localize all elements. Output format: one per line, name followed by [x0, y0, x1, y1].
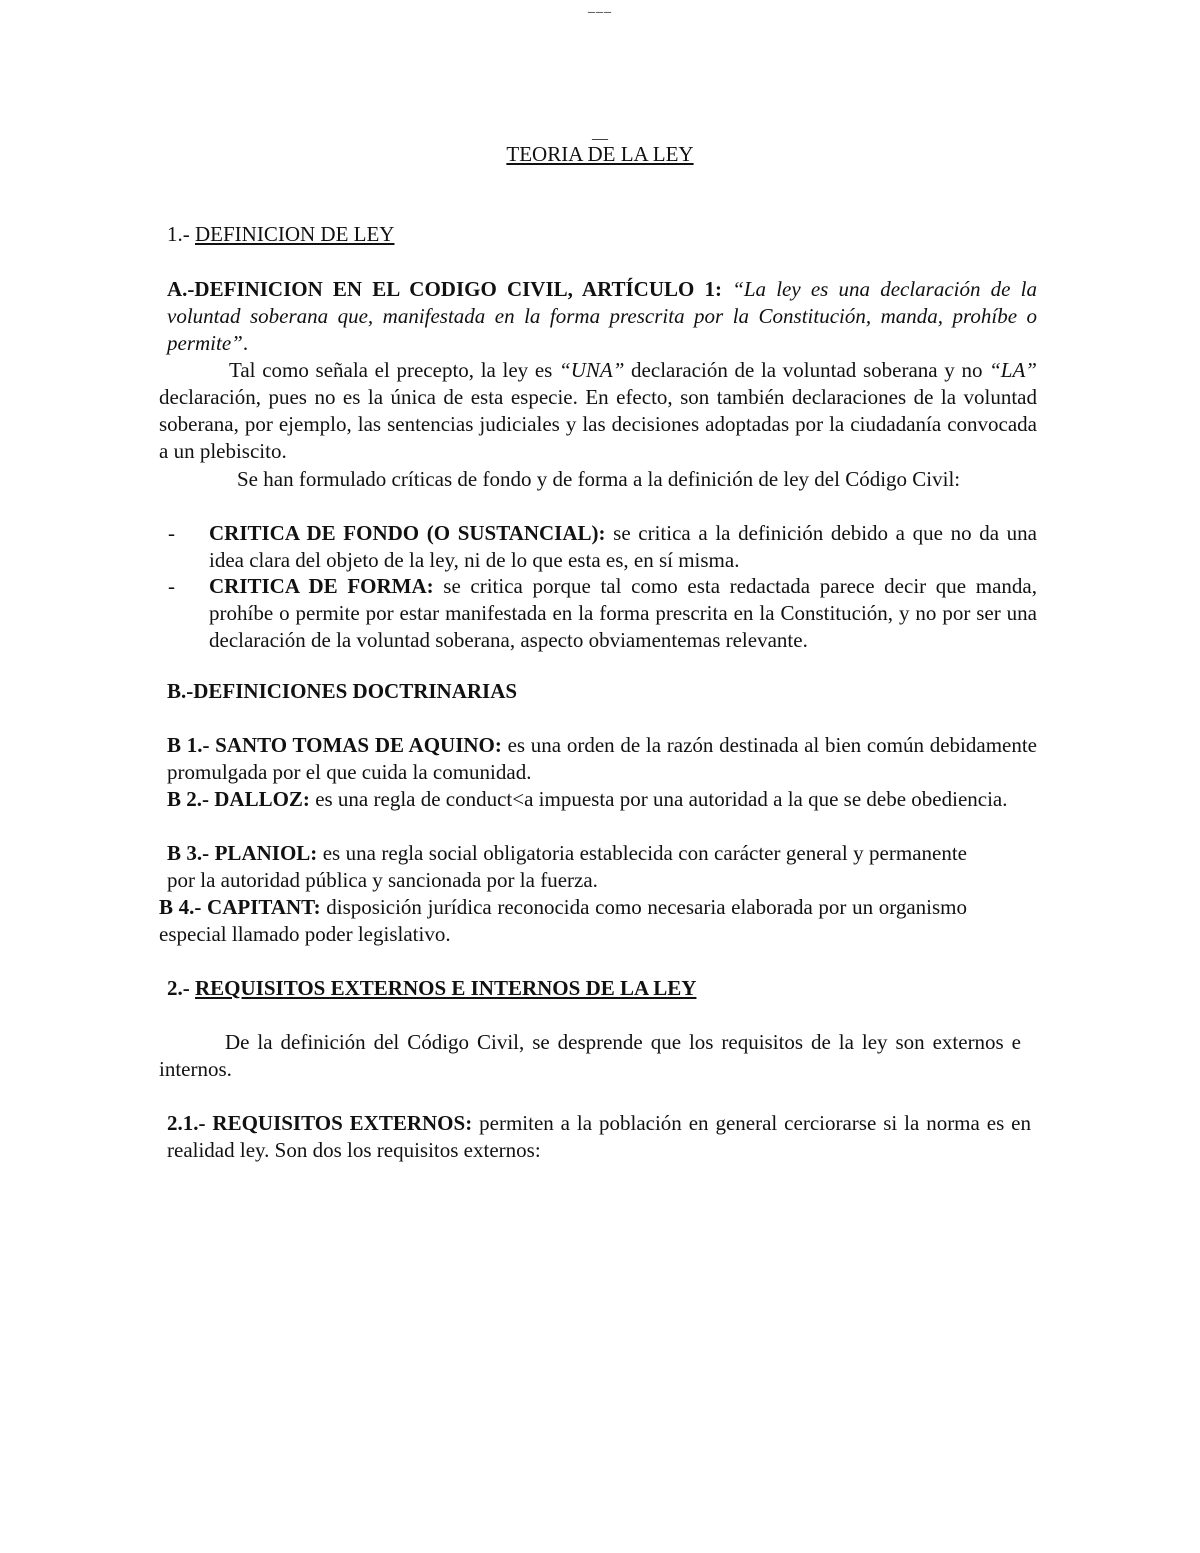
- bullet-marker-1: -: [168, 521, 175, 545]
- b1-text: es una orden de la razón destinada al bien común debidamente promulgada por el que cuida la comunidad.: [167, 733, 1037, 784]
- requisitos-externos: [167, 1110, 1031, 1164]
- paragraph-una-declaracion: [159, 357, 1037, 465]
- p1-text-b: declaración de la voluntad soberana y no: [624, 358, 990, 382]
- p1-la: “LA”: [989, 358, 1037, 382]
- paragraph-criticas: Se han formulado críticas de fondo y de forma a la definición de ley del Código Civil:: [237, 467, 961, 491]
- b1-label: B 1.- SANTO TOMAS DE AQUINO:: [167, 733, 508, 757]
- definition-b4: [159, 894, 967, 948]
- definition-b1: [167, 732, 1037, 786]
- paragraph-requisitos: De la definición del Código Civil, se desprende que los requisitos de la ley son externos e internos.: [159, 1030, 1021, 1081]
- p1-text-a: Tal como señala el precepto, la ley es: [229, 358, 560, 382]
- top-page-mark: ___: [588, 0, 612, 15]
- section-2-number: 2.-: [167, 976, 195, 1000]
- critica-forma-label: CRITICA DE FORMA:: [209, 574, 444, 598]
- b2-text: es una regla de conduct<a impuesta por una autoridad a la que se debe obediencia.: [315, 787, 1008, 811]
- b3-text: es una regla social obligatoria establecida con carácter general y permanente por la autoridad pública y sancionada por la fuerza.: [167, 841, 967, 892]
- title-mark: __: [592, 125, 608, 142]
- definition-b2: [167, 786, 1047, 813]
- s21-label: 2.1.- REQUISITOS EXTERNOS:: [167, 1111, 480, 1135]
- critica-forma-text: se critica porque tal como esta redactada parece decir que manda, prohíbe o permite por estar manifestada en la forma prescrita en la Constitución, y no por ser una declaración de la voluntad soberana, aspecto obviamentemas relevante.: [209, 574, 1037, 652]
- section-1-heading: [167, 221, 394, 248]
- b4-label: B 4.- CAPITANT:: [159, 895, 327, 919]
- critica-forma: [209, 573, 1037, 654]
- definition-b3: [167, 840, 967, 894]
- section-2-title: REQUISITOS EXTERNOS E INTERNOS DE LA LEY: [195, 976, 697, 1000]
- definition-a-label: A.-DEFINICION EN EL CODIGO CIVIL, ARTÍCULO 1:: [167, 277, 733, 301]
- b4-text: disposición jurídica reconocida como necesaria elaborada por un organismo especial llamado poder legislativo.: [159, 895, 967, 946]
- bullet-marker-2: -: [168, 574, 175, 598]
- section-1-number: 1.-: [167, 222, 195, 246]
- critica-fondo: [209, 520, 1037, 574]
- definition-civil-code: [167, 276, 1037, 357]
- p1-text-c: declaración, pues no es la única de esta especie. En efecto, son también declaraciones de la voluntad soberana, por ejemplo, las sentencias judiciales y las decisiones adoptadas por la ciudadanía convocada a un plebiscito.: [159, 385, 1037, 463]
- section-2-heading: [167, 975, 696, 1002]
- section-1-title: DEFINICION DE LEY: [195, 222, 395, 246]
- critica-fondo-label: CRITICA DE FONDO (O SUSTANCIAL):: [209, 521, 614, 545]
- s21-text: permiten a la población en general cerciorarse si la norma es en realidad ley. Son dos los requisitos externos:: [167, 1111, 1031, 1162]
- critica-fondo-text: se critica a la definición debido a que no da una idea clara del objeto de la ley, ni de lo que esta es, en sí misma.: [209, 521, 1037, 572]
- page-title: TEORIA DE LA LEY: [506, 142, 694, 166]
- b2-label: B 2.- DALLOZ:: [167, 787, 316, 811]
- definiciones-doctrinarias-heading: B.-DEFINICIONES DOCTRINARIAS: [167, 679, 518, 703]
- definition-a-quote: “La ley es una declaración de la voluntad soberana que, manifestada en la forma prescrita por la Constitución, manda, prohíbe o permite”: [167, 277, 1037, 355]
- p1-una: “UNA”: [559, 358, 625, 382]
- definition-a-quote-end: .: [242, 331, 249, 355]
- b3-label: B 3.- PLANIOL:: [167, 841, 323, 865]
